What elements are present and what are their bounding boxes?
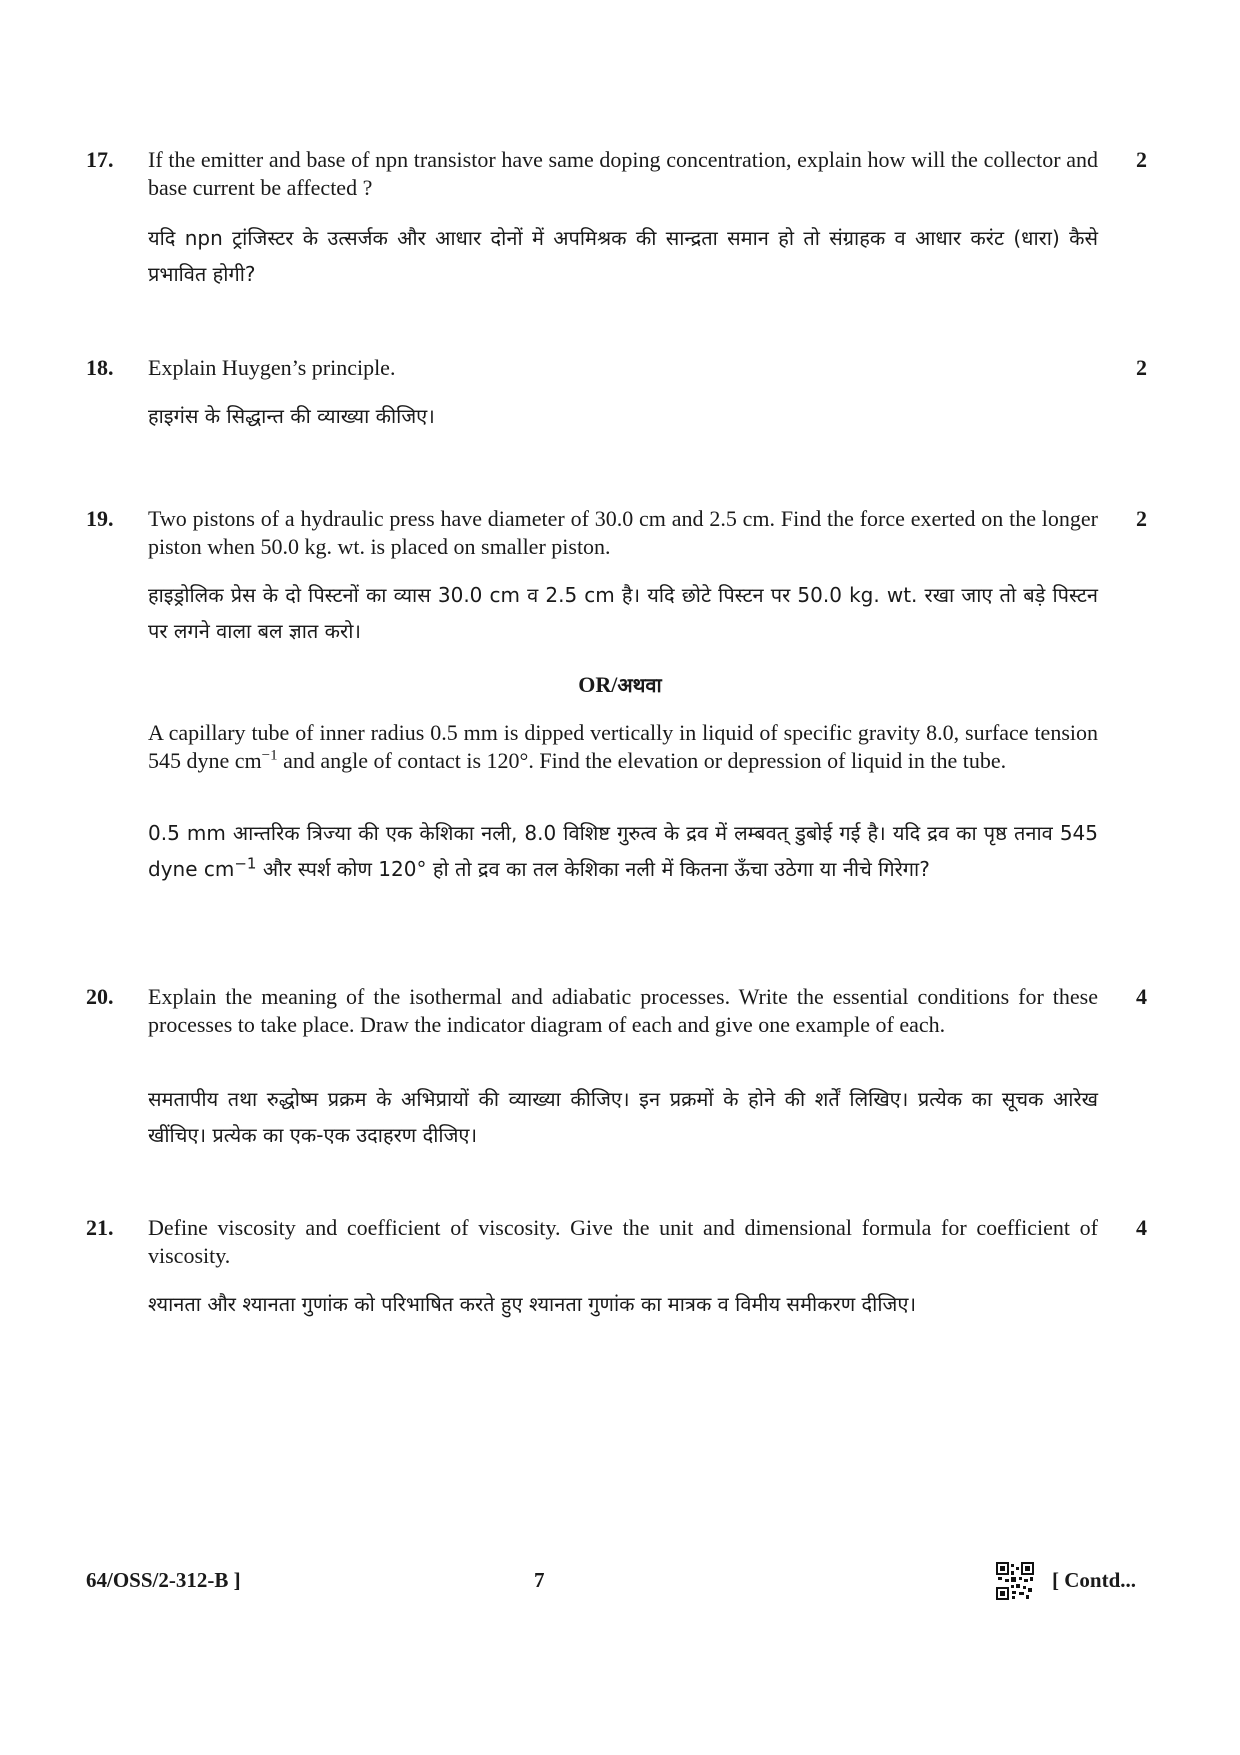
superscript: −1	[261, 747, 278, 764]
alt-english-part-1: A capillary tube of inner radius 0.5 mm is dipped vertically in liquid of specific gravity 8.0, surface tension 545 dyne cm	[148, 720, 1098, 773]
alt-hindi-part-2: और स्पर्श कोण 120° हो तो द्रव का तल केशिका नली में कितना ऊँचा उठेगा या नीचे गिरेगा?	[256, 857, 930, 881]
qr-code-icon	[996, 1562, 1034, 1600]
alt-hindi-part-1: 0.5 mm आन्तरिक त्रिज्या की एक केशिका नली, 8.0 विशिष्ट गुरुत्व के द्रव में लम्बवत् डुबोई गई है। यदि द्रव का पृष्ठ तनाव 545 dyne cm	[148, 821, 1098, 881]
question-marks: 4	[1136, 984, 1147, 1009]
question-number: 17.	[86, 147, 114, 172]
question-text-hindi: श्यानता और श्यानता गुणांक को परिभाषित करते हुए श्यानता गुणांक का मात्रक व विमीय समीकरण दीजिए।	[148, 1292, 917, 1316]
question-marks: 2	[1136, 147, 1147, 172]
question-marks: 2	[1136, 506, 1147, 531]
or-label: OR/	[578, 672, 618, 697]
alternate-question-english	[148, 719, 1098, 775]
question-text-english: Explain the meaning of the isothermal and adiabatic processes. Write the essential conditions for these processes to take place. Draw the indicator diagram of each and give one example of each.	[148, 984, 1098, 1037]
superscript: −1	[234, 854, 257, 873]
or-divider	[0, 671, 1240, 699]
question-text-english: Define viscosity and coefficient of viscosity. Give the unit and dimensional formula for coefficient of viscosity.	[148, 1215, 1098, 1268]
question-number: 21.	[86, 1215, 114, 1240]
page-footer	[0, 1562, 1240, 1602]
alt-english-part-2: and angle of contact is 120°. Find the elevation or depression of liquid in the tube.	[277, 748, 1007, 773]
or-label-hindi: अथवा	[617, 673, 662, 697]
question-text-hindi: यदि npn ट्रांजिस्टर के उत्सर्जक और आधार दोनों में अपमिश्रक की सान्द्रता समान हो तो संग्राहक व आधार करंट (धारा) कैसे प्रभावित होगी?	[148, 226, 1098, 286]
question-number: 19.	[86, 506, 114, 531]
question-text-hindi: हाइड्रोलिक प्रेस के दो पिस्टनों का व्यास 30.0 cm व 2.5 cm है। यदि छोटे पिस्टन पर 50.0 kg. wt. रखा जाए तो बड़े पिस्टन पर लगने वाला बल ज्ञात करो।	[148, 583, 1098, 643]
question-text-english: If the emitter and base of npn transistor have same doping concentration, explain how will the collector and base current be affected ?	[148, 147, 1098, 200]
alternate-question-hindi	[148, 815, 1098, 887]
question-text-english: Two pistons of a hydraulic press have diameter of 30.0 cm and 2.5 cm. Find the force exerted on the longer piston when 50.0 kg. wt. is placed on smaller piston.	[148, 506, 1098, 559]
question-text-hindi: हाइगंस के सिद्धान्त की व्याख्या कीजिए।	[148, 404, 435, 428]
question-text-hindi: समतापीय तथा रुद्धोष्म प्रक्रम के अभिप्रायों की व्याख्या कीजिए। इन प्रक्रमों के होने की शर्तें लिखिए। प्रत्येक का सूचक आरेख खींचिए। प्रत्येक का एक-एक उदाहरण दीजिए।	[148, 1087, 1098, 1147]
question-text-english: Explain Huygen’s principle.	[148, 355, 396, 380]
page-number: 7	[534, 1568, 545, 1592]
question-number: 20.	[86, 984, 114, 1009]
question-number: 18.	[86, 355, 114, 380]
question-marks: 4	[1136, 1215, 1147, 1240]
paper-code: 64/OSS/2-312-B ]	[86, 1568, 241, 1592]
question-marks: 2	[1136, 355, 1147, 380]
continued-label: [ Contd...	[1052, 1568, 1137, 1592]
